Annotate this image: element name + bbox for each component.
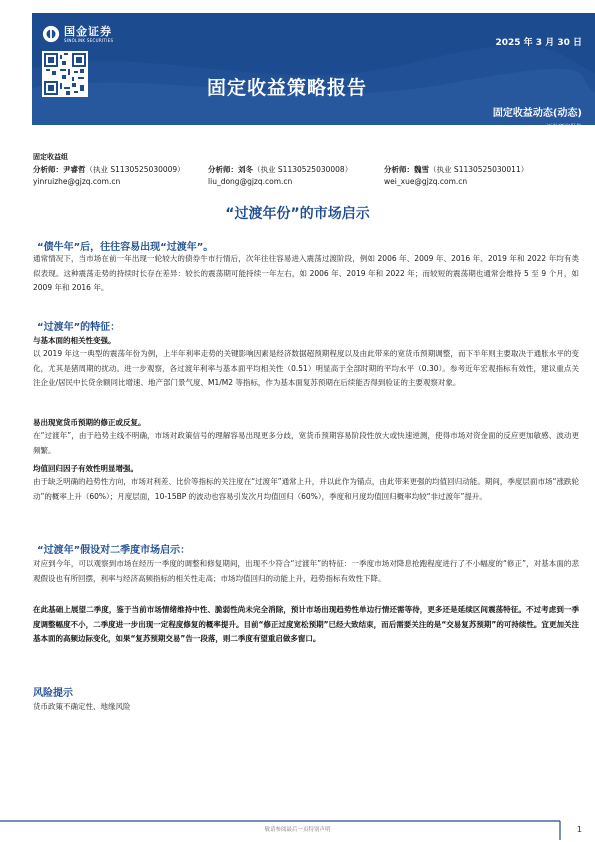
analyst-name: 尹睿哲: [63, 165, 86, 174]
report-department: 证券研究报告: [545, 124, 582, 131]
logo-mark-icon: [42, 25, 60, 43]
analyst-item: [33, 164, 208, 188]
section-heading: “过渡年”的特征：: [37, 322, 121, 333]
subsection-heading: 易出现宽货币预期的修正或反复。: [33, 418, 146, 427]
analyst-label: 分析师：: [384, 165, 415, 174]
analyst-label: 分析师：: [33, 165, 63, 174]
analyst-item: [208, 164, 384, 188]
report-date: 2025 年 3 月 30 日: [495, 38, 582, 48]
analyst-license: （执业 S1130525030008）: [253, 165, 353, 174]
analyst-email[interactable]: wei_xue@gjzq.com.cn: [384, 177, 468, 186]
section-body: 以 2019 年这一典型的震荡年份为例，上半年利率走势的关键影响因素是经济数据超预期程度以及由此带来的宽货币预期调整，而下半年则主要取决于通胀水平的变化，尤其是猪周期的扰动。进一步观察，各过渡年利率与基本面平均相关性（0.51）明显高于全部时期的平均水平（0.30）。参考近年宏观指标有效性，建议重点关注企业/居民中长贷余额同比增速、地产部门景气度、M1/M2 等指标，作为基本面复苏预期在后续能否得到验证的主要观察对象。: [33, 349, 579, 388]
company-logo: [42, 25, 113, 43]
team-name: 固定收益组: [33, 153, 68, 161]
report-type: 固定收益动态(动态): [492, 108, 582, 119]
section-body: 对应到今年，可以观察到市场在经历一季度的调整和修复期间，出现不少符合“过渡年”的特征：一季度市场对降息抢跑程度进行了不小幅度的“修正”，对基本面的悲观假设也有所回摆，利率与经济高频指标的相关性走高；市场均值回归的动能上升，趋势指标有效性下降。: [33, 559, 579, 583]
logo-english-name: SINOLINK SECURITIES: [64, 37, 114, 43]
report-banner: [32, 13, 595, 131]
analyst-email[interactable]: yinruizhe@gjzq.com.cn: [33, 177, 121, 186]
analyst-name: 刘冬: [238, 165, 254, 174]
analyst-item: [384, 164, 573, 188]
section-body: 在“过渡年”，由于趋势主线不明确，市场对政策信号的理解容易出现更多分歧，宽货币预期容易阶段性放大或快速逆测，使得市场对资金面的反应更加敏感、波动更频繁。: [33, 431, 579, 455]
section-body: 由于缺乏明确的趋势性方向，市场对利差、比价等指标的关注度在“过渡年”通常上升，并以此作为锚点，由此带来更强的均值回归动能。期间，季度层面市场“涨跌轮动”的概率上升（60%）；月度层面，10-15BP 的波动也容易引发次月均值回归（60%），季度和月度均值回归概率均较“非过渡年”提升。: [33, 477, 579, 501]
section-heading: “过渡年”假设对二季度市场启示：: [37, 545, 191, 556]
logo-chinese-name: 国金证券: [64, 24, 112, 38]
subsection-heading: 均值回归因子有效性明显增强。: [33, 464, 138, 473]
analyst-email[interactable]: liu_dong@gjzq.com.cn: [208, 177, 293, 186]
section-body-emphasis: 在此基础上展望二季度，鉴于当前市场情绪维持中性、脆弱性尚未完全消除，预计市场出现趋势性单边行情还需等待，更多还是延续区间震荡特征。不过考虑到一季度调整幅度不小，二季度进一步出现一定程度修复的概率提升。目前“修正过度宽松预期”已经大致结束，而后需要关注的是“交易复苏预期”的可持续性。宜更加关注基本面的高频边际变化，如果“复苏预期交易”告一段落，则二季度有望重启做多窗口。: [33, 605, 579, 644]
page-number: 1: [576, 825, 582, 834]
risk-heading: 风险提示: [33, 688, 73, 699]
analyst-license: （执业 S1130525030009）: [85, 165, 185, 174]
analyst-label: 分析师：: [208, 165, 239, 174]
risk-body: 货币政策不确定性、地缘风险: [33, 702, 131, 711]
document-title: “过渡年份”的市场启示: [225, 206, 370, 222]
analyst-list: [33, 164, 573, 188]
analyst-name: 魏雪: [414, 165, 430, 174]
qr-code: [42, 51, 88, 97]
footer-disclaimer[interactable]: 敬请参阅最后一页特别声明: [264, 827, 331, 833]
section-heading: “债牛年”后，往往容易出现“过渡年”。: [37, 242, 214, 253]
qr-code-icon: [44, 53, 86, 95]
analyst-license: （执业 S1130525030011）: [429, 165, 529, 174]
section-body: 通常情况下，当市场在前一年出现一轮较大的债券牛市行情后，次年往往容易进入震荡过渡阶段，例如 2006 年、2009 年、2016 年、2019 年和 2022 年均有类似表现。这种震荡走势的持续时长存在差异：较长的震荡期可能持续一年左右，如 2006 年、2019 年和 2022 年；而较短的震荡期也通常会维持 5 至 9 个月，如 2009 年和 2016 年。: [33, 254, 579, 293]
subsection-heading: 与基本面的相关性变强。: [33, 336, 116, 345]
report-series-title: 固定收益策略报告: [207, 77, 368, 99]
